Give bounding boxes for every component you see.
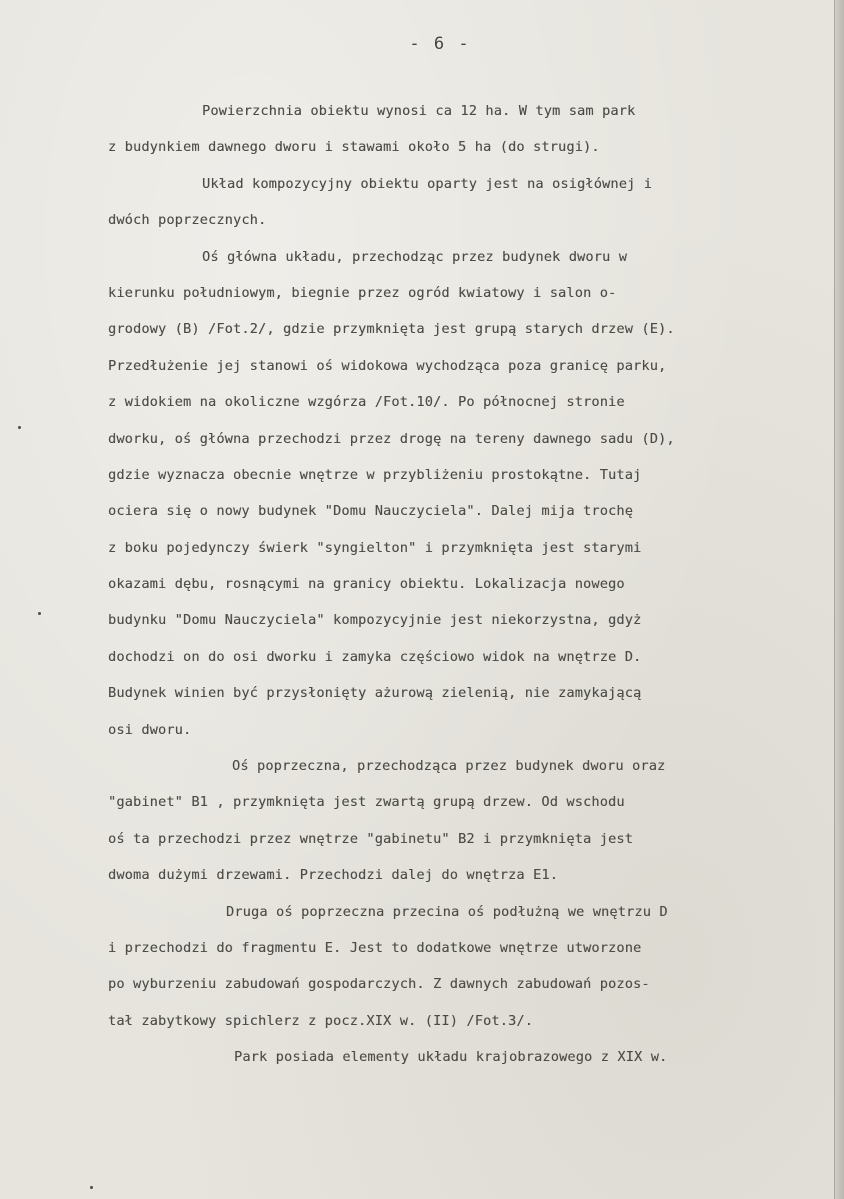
text-line: ociera się o nowy budynek "Domu Nauczyciela". Dalej mija trochę <box>108 503 634 520</box>
text-line: z widokiem na okoliczne wzgórza /Fot.10/. Po północnej stronie <box>108 394 625 411</box>
text-line: Powierzchnia obiektu wynosi ca 12 ha. W tym sam park <box>202 103 636 119</box>
text-line: kierunku południowym, biegnie przez ogród kwiatowy i salon o- <box>108 284 617 301</box>
text-line: "gabinet" B1 , przymknięta jest zwartą grupą drzew. Od wschodu <box>108 794 625 811</box>
text-line: budynku "Domu Nauczyciela" kompozycyjnie jest niekorzystna, gdyż <box>108 612 642 629</box>
text-line: tał zabytkowy spichlerz z pocz.XIX w. (II) /Fot.3/. <box>108 1012 534 1029</box>
text-line: Oś poprzeczna, przechodząca przez budynek dworu oraz <box>232 758 666 775</box>
page-number: - 6 - <box>409 34 471 54</box>
text-line: Budynek winien być przysłonięty ażurową zielenią, nie zamykającą <box>108 685 642 702</box>
document-body <box>108 93 798 1076</box>
text-line: dochodzi on do osi dworku i zamyka częściowo widok na wnętrze D. <box>108 648 642 665</box>
text-line: Park posiada elementy układu krajobrazowego z XIX w. <box>234 1049 668 1066</box>
paper-speck <box>38 612 41 615</box>
text-line: gdzie wyznacza obecnie wnętrze w przybliżeniu prostokątne. Tutaj <box>108 466 642 483</box>
text-line: z boku pojedynczy świerk "syngielton" i przymknięta jest starymi <box>108 539 642 556</box>
text-line: Druga oś poprzeczna przecina oś podłużną we wnętrzu D <box>226 903 668 920</box>
text-line: Przedłużenie jej stanowi oś widokowa wychodząca poza granicę parku, <box>108 357 667 374</box>
text-line: dworku, oś główna przechodzi przez drogę na tereny dawnego sadu (D), <box>108 430 675 447</box>
text-line: i przechodzi do fragmentu E. Jest to dodatkowe wnętrze utworzone <box>108 939 642 956</box>
text-line: po wyburzeniu zabudowań gospodarczych. Z dawnych zabudowań pozos- <box>108 976 650 993</box>
paper-speck <box>90 1186 93 1189</box>
page-edge <box>834 0 844 1199</box>
paper-speck <box>18 426 21 429</box>
text-line: oś ta przechodzi przez wnętrze "gabinetu" B2 i przymknięta jest <box>108 830 634 847</box>
text-line: dwoma dużymi drzewami. Przechodzi dalej do wnętrza E1. <box>108 867 559 884</box>
text-line: Układ kompozycyjny obiektu oparty jest na osigłównej i <box>202 175 653 192</box>
text-line: osi dworu. <box>108 721 192 738</box>
text-line: Oś główna układu, przechodząc przez budynek dworu w <box>202 248 628 265</box>
text-line: dwóch poprzecznych. <box>108 212 267 229</box>
text-line: okazami dębu, rosnącymi na granicy obiektu. Lokalizacja nowego <box>108 576 625 593</box>
text-line: z budynkiem dawnego dworu i stawami około 5 ha (do strugi). <box>108 139 600 156</box>
text-line: grodowy (B) /Fot.2/, gdzie przymknięta jest grupą starych drzew (E). <box>108 321 675 338</box>
